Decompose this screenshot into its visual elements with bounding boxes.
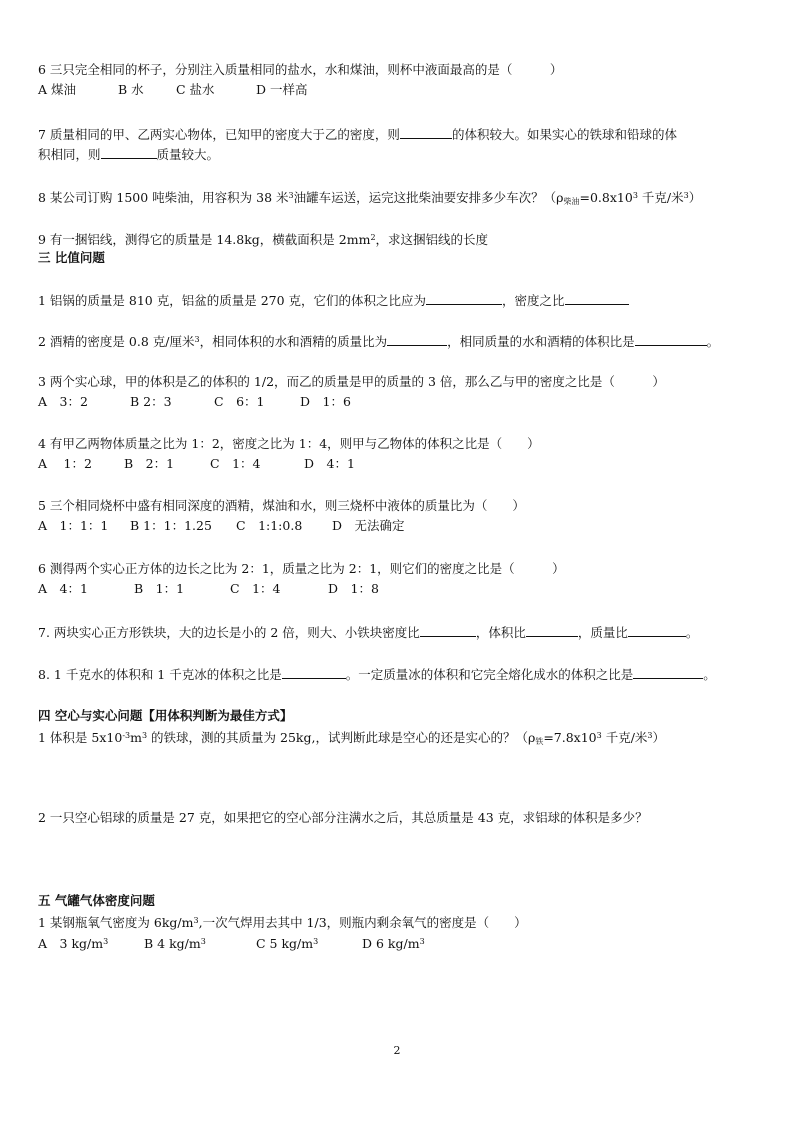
option-d[interactable]: D 一样高 [256,82,308,97]
question-2-7-line2 [38,146,219,163]
question-text: 8 某公司订购 1500 吨柴油，用容积为 38 米 [38,190,289,205]
question-2-7 [38,126,677,143]
question-text: 7 质量相同的甲、乙两实心物体，已知甲的密度大于乙的密度，则 [38,127,400,142]
question-3-8 [38,666,716,683]
question-3-2 [38,332,719,350]
option-d[interactable]: D 4：1 [304,456,355,471]
option-d[interactable]: D 1：8 [328,581,379,596]
question-text: ，体积比 [475,625,526,640]
question-2-8 [38,188,701,210]
question-text: 2 一只空心铝球的质量是 27 克，如果把它的空心部分注满水之后，其总质量是 43 克，求铝球的体积是多少？ [38,810,648,825]
question-2-6-options [38,82,308,98]
question-text: 千克/米 [601,730,648,745]
question-text: 的铁球，测的其质量为 25kg,，试判断此球是空心的还是实心的？（ρ [147,730,536,745]
question-text: 。一定质量冰的体积和它完全熔化成水的体积之比是 [345,667,634,682]
option-d[interactable]: D 1：6 [300,394,351,409]
page-number: 2 [393,1044,401,1057]
question-2-6 [38,62,562,78]
question-text: 4 有甲乙两物体质量之比为 1：2，密度之比为 1：4，则甲与乙物体的体积之比是（ ） [38,436,540,451]
subscript: 铁 [535,737,544,746]
question-text: 。 [706,334,720,349]
question-3-3-options [38,394,351,410]
answer-blank[interactable] [628,624,686,637]
superscript: 3 [141,731,148,740]
question-3-3 [38,374,665,390]
question-text: 1 体积是 5x10 [38,730,123,745]
question-5-1-options [38,934,425,952]
answer-blank[interactable] [101,146,157,159]
answer-blank[interactable] [526,624,578,637]
option-a[interactable]: A 3：2 [38,394,88,409]
option-a[interactable]: A 1：2 [38,456,92,471]
option-c[interactable]: C 1：4 [210,456,261,471]
subscript: 柴油 [563,197,580,206]
question-4-1 [38,728,665,750]
option-text: A 3 kg/m [38,936,104,951]
answer-blank[interactable] [400,126,452,139]
superscript: 2 [370,233,376,242]
question-text: 。 [703,667,716,682]
answer-blank[interactable] [633,666,703,679]
option-b[interactable]: B 2：1 [124,456,175,471]
question-text: ） [652,730,666,745]
question-3-5-options [38,518,405,534]
question-text: 1 某钢瓶氧气密度为 6kg/m [38,915,194,930]
option-d[interactable]: D 无法确定 [332,518,405,533]
question-text: 油罐车运送，运完这批柴油要安排多少车次？（ρ [293,190,564,205]
superscript: 3 [200,937,206,946]
question-text: 7. 两块实心正方形铁块，大的边长是小的 2 倍，则大、小铁块密度比 [38,625,420,640]
question-3-6-options [38,581,379,597]
question-text: 3 两个实心球，甲的体积是乙的体积的 1/2，而乙的质量是甲的质量的 3 倍，那么乙与甲的密度之比是（ ） [38,374,665,389]
section-heading-5: 五 气罐气体密度问题 [38,893,155,908]
superscript: 3 [647,731,653,740]
question-text: 2 酒精的密度是 0.8 克/厘米 [38,334,195,349]
option-c[interactable] [256,934,362,952]
answer-blank[interactable] [426,292,502,305]
superscript: 3 [596,731,602,740]
option-a[interactable]: A 煤油 [38,82,77,97]
section-heading-4: 四 空心与实心问题【用体积判断为最佳方式】 [38,708,293,723]
question-text: ，求这捆铝线的长度 [375,232,489,247]
question-text: ，相同质量的水和酒精的体积比是 [447,334,635,349]
question-2-9 [38,230,488,248]
question-3-4 [38,436,540,452]
superscript: 3 [632,191,638,200]
question-3-7 [38,624,698,641]
question-text: ） [688,190,702,205]
question-text: 。 [685,625,699,640]
answer-blank[interactable] [565,292,629,305]
question-text: 5 三个相同烧杯中盛有相同深度的酒精，煤油和水，则三烧杯中液体的质量比为（ ） [38,498,525,513]
question-text: 的体积较大。如果实心的铁球和铅球的体 [451,127,677,142]
answer-blank[interactable] [282,666,346,679]
question-text: =0.8x10 [579,190,633,205]
question-text: ，相同体积的水和酒精的质量比为 [199,334,388,349]
question-3-1 [38,292,629,309]
question-text: m [130,730,142,745]
option-a[interactable]: A 4：1 [38,581,88,596]
question-text: =7.8x10 [543,730,597,745]
option-c[interactable]: C 1:1:0.8 [236,518,303,533]
question-5-1 [38,913,527,931]
question-text: 积相同，则 [38,147,101,162]
superscript: 3 [683,191,689,200]
question-3-5 [38,498,525,514]
answer-blank[interactable] [387,333,447,346]
answer-blank[interactable] [635,333,707,346]
option-b[interactable]: B 1：1 [134,581,185,596]
question-text: 6 三只完全相同的杯子，分别注入质量相同的盐水，水和煤油，则杯中液面最高的是（ ） [38,62,563,77]
question-text: 6 测得两个实心正方体的边长之比为 2：1，质量之比为 2：1，则它们的密度之比是（ ） [38,561,565,576]
question-3-6 [38,561,565,577]
option-b[interactable] [144,934,256,952]
question-text: ，密度之比 [502,293,565,308]
superscript: 3 [313,937,319,946]
question-text: 9 有一捆铝线，测得它的质量是 14.8kg，横截面积是 2mm [38,232,371,247]
option-c[interactable]: C 盐水 [176,82,215,97]
answer-blank[interactable] [420,624,476,637]
question-text: 千克/米 [637,190,684,205]
option-a[interactable]: A 1：1：1 [38,518,109,533]
option-b[interactable]: B 1：1：1.25 [130,518,212,533]
option-c[interactable]: C 6：1 [214,394,265,409]
question-text: ，质量比 [577,625,628,640]
superscript: 3 [193,916,199,925]
option-c[interactable]: C 1：4 [230,581,281,596]
option-text: D 6 kg/m [362,936,420,951]
option-d[interactable] [362,934,425,952]
question-4-2 [38,810,648,826]
superscript: 3 [419,937,425,946]
question-text: 1 铝锅的质量是 810 克，铝盆的质量是 270 克，它们的体积之比应为 [38,293,427,308]
question-text: 质量较大。 [156,147,220,162]
question-text: 8. 1 千克水的体积和 1 千克冰的体积之比是 [38,667,282,682]
superscript: -3 [122,731,131,740]
superscript: 3 [103,937,109,946]
option-b[interactable]: B 水 [118,82,144,97]
option-a[interactable] [38,934,144,952]
option-b[interactable]: B 2：3 [130,394,172,409]
question-3-4-options [38,456,355,472]
question-text: ,一次气焊用去其中 1/3，则瓶内剩余氧气的密度是（ ） [198,915,527,930]
section-heading-3: 三 比值问题 [38,250,105,265]
superscript: 3 [194,335,200,344]
superscript: 3 [288,191,294,200]
option-text: C 5 kg/m [256,936,314,951]
option-text: B 4 kg/m [144,936,201,951]
